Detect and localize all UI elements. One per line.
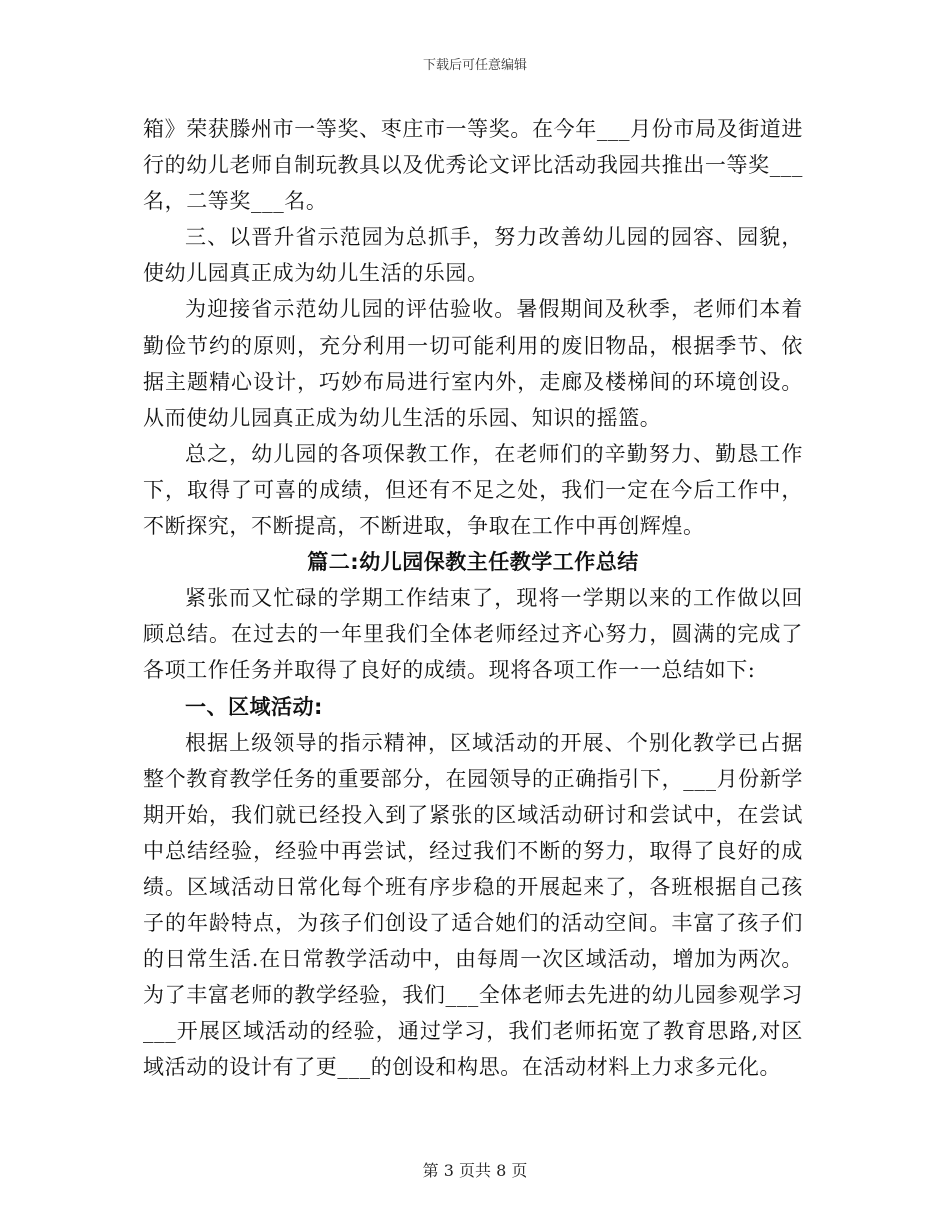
document-body — [143, 111, 803, 1086]
paragraph-conclusion: 总之，幼儿园的各项保教工作，在老师们的辛勤努力、勤恳工作下，取得了可喜的成绩，但还有不足之处，我们一定在今后工作中，不断探究，不断提高，不断进取，争取在工作中再创辉煌。 — [143, 441, 803, 539]
paragraph-area-activity: 根据上级领导的指示精神，区域活动的开展、个别化教学已占据整个教育教学任务的重要部分，在园领导的正确指引下，___月份新学期开始，我们就已经投入到了紧张的区域活动研讨和尝试中，在尝试中总结经验，经验中再尝试，经过我们不断的努力，取得了良好的成绩。区域活动日常化每个班有序步稳的开展起来了，各班根据自己孩子的年龄特点，为孩子们创设了适合她们的活动空间。丰富了孩子们的日常生活.在日常教学活动中，由每周一次区域活动，增加为两次。为了丰富老师的教学经验，我们___全体老师去先进的幼儿园参观学习___开展区域活动的经验，通过学习，我们老师拓宽了教育思路,对区域活动的设计有了更___的创设和构思。在活动材料上力求多元化。 — [143, 730, 803, 1080]
article-two-title: 篇二:幼儿园保教主任教学工作总结 — [307, 550, 639, 575]
paragraph-intro: 紧张而又忙碌的学期工作结束了，现将一学期以来的工作做以回顾总结。在过去的一年里我们全体老师经过齐心努力，圆满的完成了各项工作任务并取得了良好的成绩。现将各项工作一一总结如下: — [143, 586, 803, 683]
page-footer: 第 3 页共 8 页 — [422, 1161, 528, 1180]
section-heading-area-activity: 一、区域活动: — [185, 694, 323, 719]
paragraph-awards: 箱》荣获滕州市一等奖、枣庄市一等奖。在今年___月份市局及街道进行的幼儿老师自制玩教具以及优秀论文评比活动我园共推出一等奖___名，二等奖___名。 — [143, 117, 803, 214]
paragraph-environment: 为迎接省示范幼儿园的评估验收。暑假期间及秋季，老师们本着勤俭节约的原则，充分利用一切可能利用的废旧物品，根据季节、依据主题精心设计，巧妙布局进行室内外，走廊及楼梯间的环境创设。从而使幼儿园真正成为幼儿生活的乐园、知识的摇篮。 — [143, 297, 803, 430]
page-header: 下载后可任意编辑 — [422, 58, 527, 73]
paragraph-point-three: 三、以晋升省示范园为总抓手，努力改善幼儿园的园容、园貌，使幼儿园真正成为幼儿生活的乐园。 — [143, 225, 803, 286]
